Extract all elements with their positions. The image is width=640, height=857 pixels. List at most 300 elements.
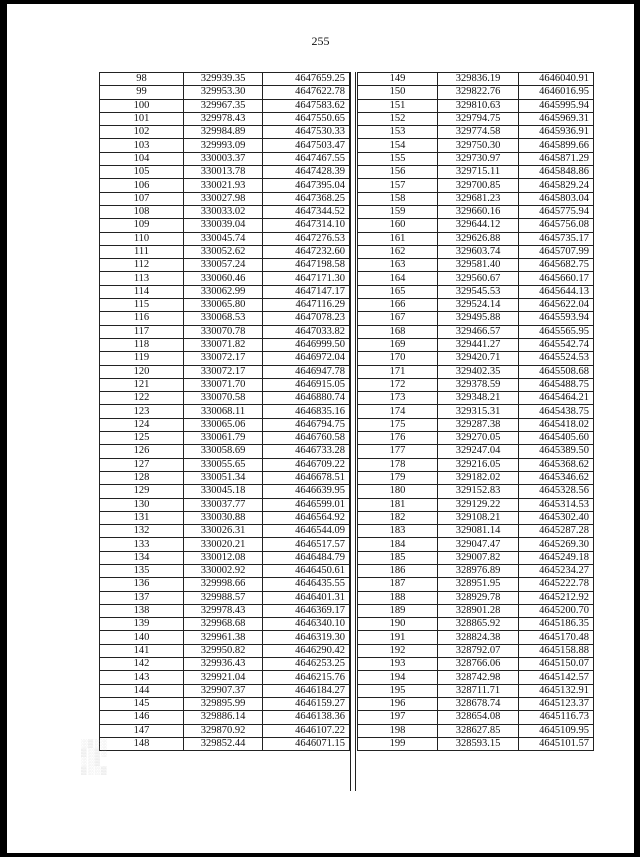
- x-coordinate-cell: 329287.38: [438, 418, 519, 431]
- y-coordinate-cell: 4646450.61: [263, 564, 350, 577]
- table-row: [100, 538, 350, 551]
- table-row: [100, 418, 350, 431]
- point-number-cell: 155: [358, 152, 438, 165]
- x-coordinate-cell: 329950.82: [184, 644, 263, 657]
- table-row: [358, 392, 594, 405]
- point-number-cell: 139: [100, 618, 184, 631]
- table-row: [358, 285, 594, 298]
- x-coordinate-cell: 329730.97: [438, 152, 519, 165]
- x-coordinate-cell: 329953.30: [184, 86, 263, 99]
- y-coordinate-cell: 4646678.51: [263, 471, 350, 484]
- point-number-cell: 114: [100, 285, 184, 298]
- point-number-cell: 101: [100, 112, 184, 125]
- x-coordinate-cell: 329870.92: [184, 724, 263, 737]
- point-number-cell: 146: [100, 711, 184, 724]
- point-number-cell: 144: [100, 684, 184, 697]
- table-row: [100, 724, 350, 737]
- table-row: [100, 86, 350, 99]
- point-number-cell: 115: [100, 299, 184, 312]
- x-coordinate-cell: 329247.04: [438, 445, 519, 458]
- table-row: [358, 631, 594, 644]
- x-coordinate-cell: 328766.06: [438, 658, 519, 671]
- x-coordinate-cell: 329895.99: [184, 697, 263, 710]
- table-row: [358, 711, 594, 724]
- y-coordinate-cell: 4645775.94: [519, 205, 594, 218]
- y-coordinate-cell: 4645969.31: [519, 112, 594, 125]
- y-coordinate-cell: 4646599.01: [263, 498, 350, 511]
- table-row: [100, 432, 350, 445]
- y-coordinate-cell: 4646484.79: [263, 551, 350, 564]
- y-coordinate-cell: 4646733.28: [263, 445, 350, 458]
- x-coordinate-cell: 328824.38: [438, 631, 519, 644]
- y-coordinate-cell: 4645464.21: [519, 392, 594, 405]
- table-row: [100, 511, 350, 524]
- point-number-cell: 160: [358, 219, 438, 232]
- y-coordinate-cell: 4645287.28: [519, 525, 594, 538]
- point-number-cell: 99: [100, 86, 184, 99]
- y-coordinate-cell: 4645249.18: [519, 551, 594, 564]
- point-number-cell: 166: [358, 299, 438, 312]
- point-number-cell: 192: [358, 644, 438, 657]
- point-number-cell: 170: [358, 352, 438, 365]
- y-coordinate-cell: 4645368.62: [519, 458, 594, 471]
- y-coordinate-cell: 4647622.78: [263, 86, 350, 99]
- table-row: [100, 179, 350, 192]
- x-coordinate-cell: 330003.37: [184, 152, 263, 165]
- coordinates-table-left-body: [100, 73, 350, 751]
- point-number-cell: 198: [358, 724, 438, 737]
- point-number-cell: 125: [100, 432, 184, 445]
- x-coordinate-cell: 329420.71: [438, 352, 519, 365]
- table-row: [358, 312, 594, 325]
- point-number-cell: 147: [100, 724, 184, 737]
- x-coordinate-cell: 329886.14: [184, 711, 263, 724]
- x-coordinate-cell: 329774.58: [438, 126, 519, 139]
- point-number-cell: 145: [100, 697, 184, 710]
- table-row: [100, 285, 350, 298]
- table-row: [358, 445, 594, 458]
- table-row: [358, 152, 594, 165]
- x-coordinate-cell: 329129.22: [438, 498, 519, 511]
- x-coordinate-cell: 329939.35: [184, 73, 263, 86]
- x-coordinate-cell: 328678.74: [438, 697, 519, 710]
- point-number-cell: 179: [358, 471, 438, 484]
- table-row: [100, 192, 350, 205]
- y-coordinate-cell: 4646760.58: [263, 432, 350, 445]
- x-coordinate-cell: 329907.37: [184, 684, 263, 697]
- point-number-cell: 104: [100, 152, 184, 165]
- x-coordinate-cell: 329967.35: [184, 99, 263, 112]
- x-coordinate-cell: 329545.53: [438, 285, 519, 298]
- point-number-cell: 150: [358, 86, 438, 99]
- table-row: [100, 684, 350, 697]
- x-coordinate-cell: 328654.08: [438, 711, 519, 724]
- y-coordinate-cell: 4645508.68: [519, 365, 594, 378]
- point-number-cell: 159: [358, 205, 438, 218]
- x-coordinate-cell: 328627.85: [438, 724, 519, 737]
- y-coordinate-cell: 4645200.70: [519, 604, 594, 617]
- point-number-cell: 120: [100, 365, 184, 378]
- point-number-cell: 126: [100, 445, 184, 458]
- table-row: [358, 73, 594, 86]
- y-coordinate-cell: 4645302.40: [519, 511, 594, 524]
- table-row: [358, 432, 594, 445]
- point-number-cell: 110: [100, 232, 184, 245]
- x-coordinate-cell: 330030.88: [184, 511, 263, 524]
- table-row: [358, 471, 594, 484]
- table-row: [100, 458, 350, 471]
- table-row: [100, 551, 350, 564]
- y-coordinate-cell: 4647550.65: [263, 112, 350, 125]
- y-coordinate-cell: 4647232.60: [263, 245, 350, 258]
- x-coordinate-cell: 328792.07: [438, 644, 519, 657]
- table-row: [100, 498, 350, 511]
- y-coordinate-cell: 4645150.07: [519, 658, 594, 671]
- table-row: [358, 458, 594, 471]
- y-coordinate-cell: 4646369.17: [263, 604, 350, 617]
- y-coordinate-cell: 4645524.53: [519, 352, 594, 365]
- point-number-cell: 103: [100, 139, 184, 152]
- point-number-cell: 108: [100, 205, 184, 218]
- point-number-cell: 130: [100, 498, 184, 511]
- point-number-cell: 107: [100, 192, 184, 205]
- y-coordinate-cell: 4646016.95: [519, 86, 594, 99]
- point-number-cell: 142: [100, 658, 184, 671]
- table-row: [100, 205, 350, 218]
- table-row: [358, 578, 594, 591]
- table-row: [358, 352, 594, 365]
- x-coordinate-cell: 330013.78: [184, 166, 263, 179]
- point-number-cell: 106: [100, 179, 184, 192]
- x-coordinate-cell: 329681.23: [438, 192, 519, 205]
- table-row: [100, 73, 350, 86]
- table-row: [358, 564, 594, 577]
- point-number-cell: 105: [100, 166, 184, 179]
- table-row: [100, 219, 350, 232]
- y-coordinate-cell: 4646159.27: [263, 697, 350, 710]
- table-row: [100, 485, 350, 498]
- x-coordinate-cell: 328865.92: [438, 618, 519, 631]
- table-row: [100, 112, 350, 125]
- x-coordinate-cell: 330065.80: [184, 299, 263, 312]
- y-coordinate-cell: 4645328.56: [519, 485, 594, 498]
- point-number-cell: 124: [100, 418, 184, 431]
- point-number-cell: 117: [100, 325, 184, 338]
- y-coordinate-cell: 4646290.42: [263, 644, 350, 657]
- x-coordinate-cell: 329108.21: [438, 511, 519, 524]
- table-row: [358, 405, 594, 418]
- x-coordinate-cell: 330072.17: [184, 352, 263, 365]
- x-coordinate-cell: 329348.21: [438, 392, 519, 405]
- table-row: [100, 445, 350, 458]
- x-coordinate-cell: 328711.71: [438, 684, 519, 697]
- table-row: [100, 471, 350, 484]
- table-row: [100, 325, 350, 338]
- point-number-cell: 191: [358, 631, 438, 644]
- column-separator: [350, 72, 356, 791]
- x-coordinate-cell: 330002.92: [184, 564, 263, 577]
- y-coordinate-cell: 4646253.25: [263, 658, 350, 671]
- x-coordinate-cell: 330070.58: [184, 392, 263, 405]
- y-coordinate-cell: 4645116.73: [519, 711, 594, 724]
- x-coordinate-cell: 330033.02: [184, 205, 263, 218]
- point-number-cell: 174: [358, 405, 438, 418]
- point-number-cell: 185: [358, 551, 438, 564]
- table-row: [358, 604, 594, 617]
- y-coordinate-cell: 4646915.05: [263, 378, 350, 391]
- point-number-cell: 158: [358, 192, 438, 205]
- y-coordinate-cell: 4646517.57: [263, 538, 350, 551]
- point-number-cell: 189: [358, 604, 438, 617]
- y-coordinate-cell: 4646947.78: [263, 365, 350, 378]
- x-coordinate-cell: 328593.15: [438, 737, 519, 750]
- x-coordinate-cell: 330065.06: [184, 418, 263, 431]
- point-number-cell: 175: [358, 418, 438, 431]
- point-number-cell: 123: [100, 405, 184, 418]
- scan-artifact: ░▒░░ ▒░▒░ ░░▒ ▒░░▒: [81, 739, 108, 775]
- table-row: [100, 99, 350, 112]
- point-number-cell: 135: [100, 564, 184, 577]
- x-coordinate-cell: 329852.44: [184, 737, 263, 750]
- y-coordinate-cell: 4647276.53: [263, 232, 350, 245]
- x-coordinate-cell: 329961.38: [184, 631, 263, 644]
- x-coordinate-cell: 330020.21: [184, 538, 263, 551]
- y-coordinate-cell: 4645848.86: [519, 166, 594, 179]
- point-number-cell: 119: [100, 352, 184, 365]
- y-coordinate-cell: 4645123.37: [519, 697, 594, 710]
- y-coordinate-cell: 4646107.22: [263, 724, 350, 737]
- x-coordinate-cell: 329644.12: [438, 219, 519, 232]
- x-coordinate-cell: 330027.98: [184, 192, 263, 205]
- y-coordinate-cell: 4647078.23: [263, 312, 350, 325]
- table-row: [358, 671, 594, 684]
- y-coordinate-cell: 4647314.10: [263, 219, 350, 232]
- y-coordinate-cell: 4645542.74: [519, 338, 594, 351]
- table-row: [100, 365, 350, 378]
- point-number-cell: 134: [100, 551, 184, 564]
- table-row: [100, 312, 350, 325]
- y-coordinate-cell: 4645829.24: [519, 179, 594, 192]
- y-coordinate-cell: 4646319.30: [263, 631, 350, 644]
- x-coordinate-cell: 329810.63: [438, 99, 519, 112]
- x-coordinate-cell: 330058.69: [184, 445, 263, 458]
- coordinates-table-left: [99, 72, 350, 751]
- point-number-cell: 180: [358, 485, 438, 498]
- y-coordinate-cell: 4647467.55: [263, 152, 350, 165]
- y-coordinate-cell: 4645314.53: [519, 498, 594, 511]
- y-coordinate-cell: 4645995.94: [519, 99, 594, 112]
- x-coordinate-cell: 329081.14: [438, 525, 519, 538]
- y-coordinate-cell: 4647147.17: [263, 285, 350, 298]
- point-number-cell: 111: [100, 245, 184, 258]
- y-coordinate-cell: 4645212.92: [519, 591, 594, 604]
- table-row: [358, 498, 594, 511]
- table-row: [100, 737, 350, 750]
- y-coordinate-cell: 4645644.13: [519, 285, 594, 298]
- table-row: [358, 724, 594, 737]
- table-row: [100, 259, 350, 272]
- table-row: [358, 259, 594, 272]
- x-coordinate-cell: 329936.43: [184, 658, 263, 671]
- y-coordinate-cell: 4645682.75: [519, 259, 594, 272]
- y-coordinate-cell: 4645871.29: [519, 152, 594, 165]
- point-number-cell: 127: [100, 458, 184, 471]
- x-coordinate-cell: 329466.57: [438, 325, 519, 338]
- x-coordinate-cell: 329715.11: [438, 166, 519, 179]
- x-coordinate-cell: 330061.79: [184, 432, 263, 445]
- x-coordinate-cell: 329524.14: [438, 299, 519, 312]
- y-coordinate-cell: 4645109.95: [519, 724, 594, 737]
- x-coordinate-cell: 330026.31: [184, 525, 263, 538]
- x-coordinate-cell: 330012.08: [184, 551, 263, 564]
- point-number-cell: 131: [100, 511, 184, 524]
- x-coordinate-cell: 329978.43: [184, 112, 263, 125]
- x-coordinate-cell: 330070.78: [184, 325, 263, 338]
- x-coordinate-cell: 329921.04: [184, 671, 263, 684]
- point-number-cell: 121: [100, 378, 184, 391]
- table-row: [100, 152, 350, 165]
- x-coordinate-cell: 329216.05: [438, 458, 519, 471]
- y-coordinate-cell: 4647428.39: [263, 166, 350, 179]
- point-number-cell: 156: [358, 166, 438, 179]
- coordinates-table-right-body: [358, 73, 594, 751]
- x-coordinate-cell: 329581.40: [438, 259, 519, 272]
- x-coordinate-cell: 330060.46: [184, 272, 263, 285]
- y-coordinate-cell: 4646184.27: [263, 684, 350, 697]
- y-coordinate-cell: 4647116.29: [263, 299, 350, 312]
- table-row: [358, 511, 594, 524]
- y-coordinate-cell: 4645622.04: [519, 299, 594, 312]
- x-coordinate-cell: 330052.62: [184, 245, 263, 258]
- y-coordinate-cell: 4647395.04: [263, 179, 350, 192]
- y-coordinate-cell: 4646071.15: [263, 737, 350, 750]
- table-row: [358, 658, 594, 671]
- y-coordinate-cell: 4647530.33: [263, 126, 350, 139]
- y-coordinate-cell: 4645346.62: [519, 471, 594, 484]
- x-coordinate-cell: 329626.88: [438, 232, 519, 245]
- y-coordinate-cell: 4645142.57: [519, 671, 594, 684]
- x-coordinate-cell: 329988.57: [184, 591, 263, 604]
- y-coordinate-cell: 4645660.17: [519, 272, 594, 285]
- table-row: [100, 299, 350, 312]
- point-number-cell: 187: [358, 578, 438, 591]
- y-coordinate-cell: 4647583.62: [263, 99, 350, 112]
- y-coordinate-cell: 4645707.99: [519, 245, 594, 258]
- table-row: [358, 684, 594, 697]
- point-number-cell: 132: [100, 525, 184, 538]
- point-number-cell: 169: [358, 338, 438, 351]
- point-number-cell: 165: [358, 285, 438, 298]
- table-row: [100, 644, 350, 657]
- table-row: [358, 126, 594, 139]
- table-row: [358, 232, 594, 245]
- y-coordinate-cell: 4646564.92: [263, 511, 350, 524]
- y-coordinate-cell: 4645389.50: [519, 445, 594, 458]
- y-coordinate-cell: 4645222.78: [519, 578, 594, 591]
- point-number-cell: 188: [358, 591, 438, 604]
- x-coordinate-cell: 330045.18: [184, 485, 263, 498]
- table-row: [358, 219, 594, 232]
- point-number-cell: 199: [358, 737, 438, 750]
- y-coordinate-cell: 4646215.76: [263, 671, 350, 684]
- point-number-cell: 113: [100, 272, 184, 285]
- table-row: [358, 272, 594, 285]
- table-row: [358, 485, 594, 498]
- point-number-cell: 116: [100, 312, 184, 325]
- y-coordinate-cell: 4647503.47: [263, 139, 350, 152]
- x-coordinate-cell: 329660.16: [438, 205, 519, 218]
- table-row: [100, 564, 350, 577]
- point-number-cell: 137: [100, 591, 184, 604]
- table-row: [358, 112, 594, 125]
- y-coordinate-cell: 4646435.55: [263, 578, 350, 591]
- table-row: [100, 232, 350, 245]
- point-number-cell: 112: [100, 259, 184, 272]
- x-coordinate-cell: 329603.74: [438, 245, 519, 258]
- table-row: [100, 618, 350, 631]
- y-coordinate-cell: 4647171.30: [263, 272, 350, 285]
- x-coordinate-cell: 330039.04: [184, 219, 263, 232]
- x-coordinate-cell: 329378.59: [438, 378, 519, 391]
- y-coordinate-cell: 4646138.36: [263, 711, 350, 724]
- y-coordinate-cell: 4646999.50: [263, 338, 350, 351]
- table-row: [358, 644, 594, 657]
- table-row: [100, 525, 350, 538]
- point-number-cell: 196: [358, 697, 438, 710]
- y-coordinate-cell: 4646340.10: [263, 618, 350, 631]
- point-number-cell: 148: [100, 737, 184, 750]
- point-number-cell: 195: [358, 684, 438, 697]
- table-row: [100, 405, 350, 418]
- x-coordinate-cell: 329441.27: [438, 338, 519, 351]
- table-row: [100, 671, 350, 684]
- x-coordinate-cell: 328901.28: [438, 604, 519, 617]
- x-coordinate-cell: 330068.53: [184, 312, 263, 325]
- table-row: [100, 631, 350, 644]
- x-coordinate-cell: 329822.76: [438, 86, 519, 99]
- point-number-cell: 193: [358, 658, 438, 671]
- table-row: [100, 272, 350, 285]
- point-number-cell: 152: [358, 112, 438, 125]
- x-coordinate-cell: 329182.02: [438, 471, 519, 484]
- y-coordinate-cell: 4646709.22: [263, 458, 350, 471]
- table-row: [358, 205, 594, 218]
- table-row: [358, 299, 594, 312]
- y-coordinate-cell: 4646544.09: [263, 525, 350, 538]
- point-number-cell: 171: [358, 365, 438, 378]
- y-coordinate-cell: 4645234.27: [519, 564, 594, 577]
- table-row: [358, 166, 594, 179]
- y-coordinate-cell: 4645269.30: [519, 538, 594, 551]
- x-coordinate-cell: 329984.89: [184, 126, 263, 139]
- x-coordinate-cell: 330071.82: [184, 338, 263, 351]
- point-number-cell: 178: [358, 458, 438, 471]
- y-coordinate-cell: 4647033.82: [263, 325, 350, 338]
- y-coordinate-cell: 4645101.57: [519, 737, 594, 750]
- y-coordinate-cell: 4645756.08: [519, 219, 594, 232]
- x-coordinate-cell: 329047.47: [438, 538, 519, 551]
- coordinates-table-right: [357, 72, 594, 751]
- point-number-cell: 182: [358, 511, 438, 524]
- table-row: [358, 139, 594, 152]
- point-number-cell: 138: [100, 604, 184, 617]
- y-coordinate-cell: 4645936.91: [519, 126, 594, 139]
- table-row: [100, 697, 350, 710]
- table-row: [358, 551, 594, 564]
- x-coordinate-cell: 329007.82: [438, 551, 519, 564]
- table-row: [358, 179, 594, 192]
- table-row: [100, 711, 350, 724]
